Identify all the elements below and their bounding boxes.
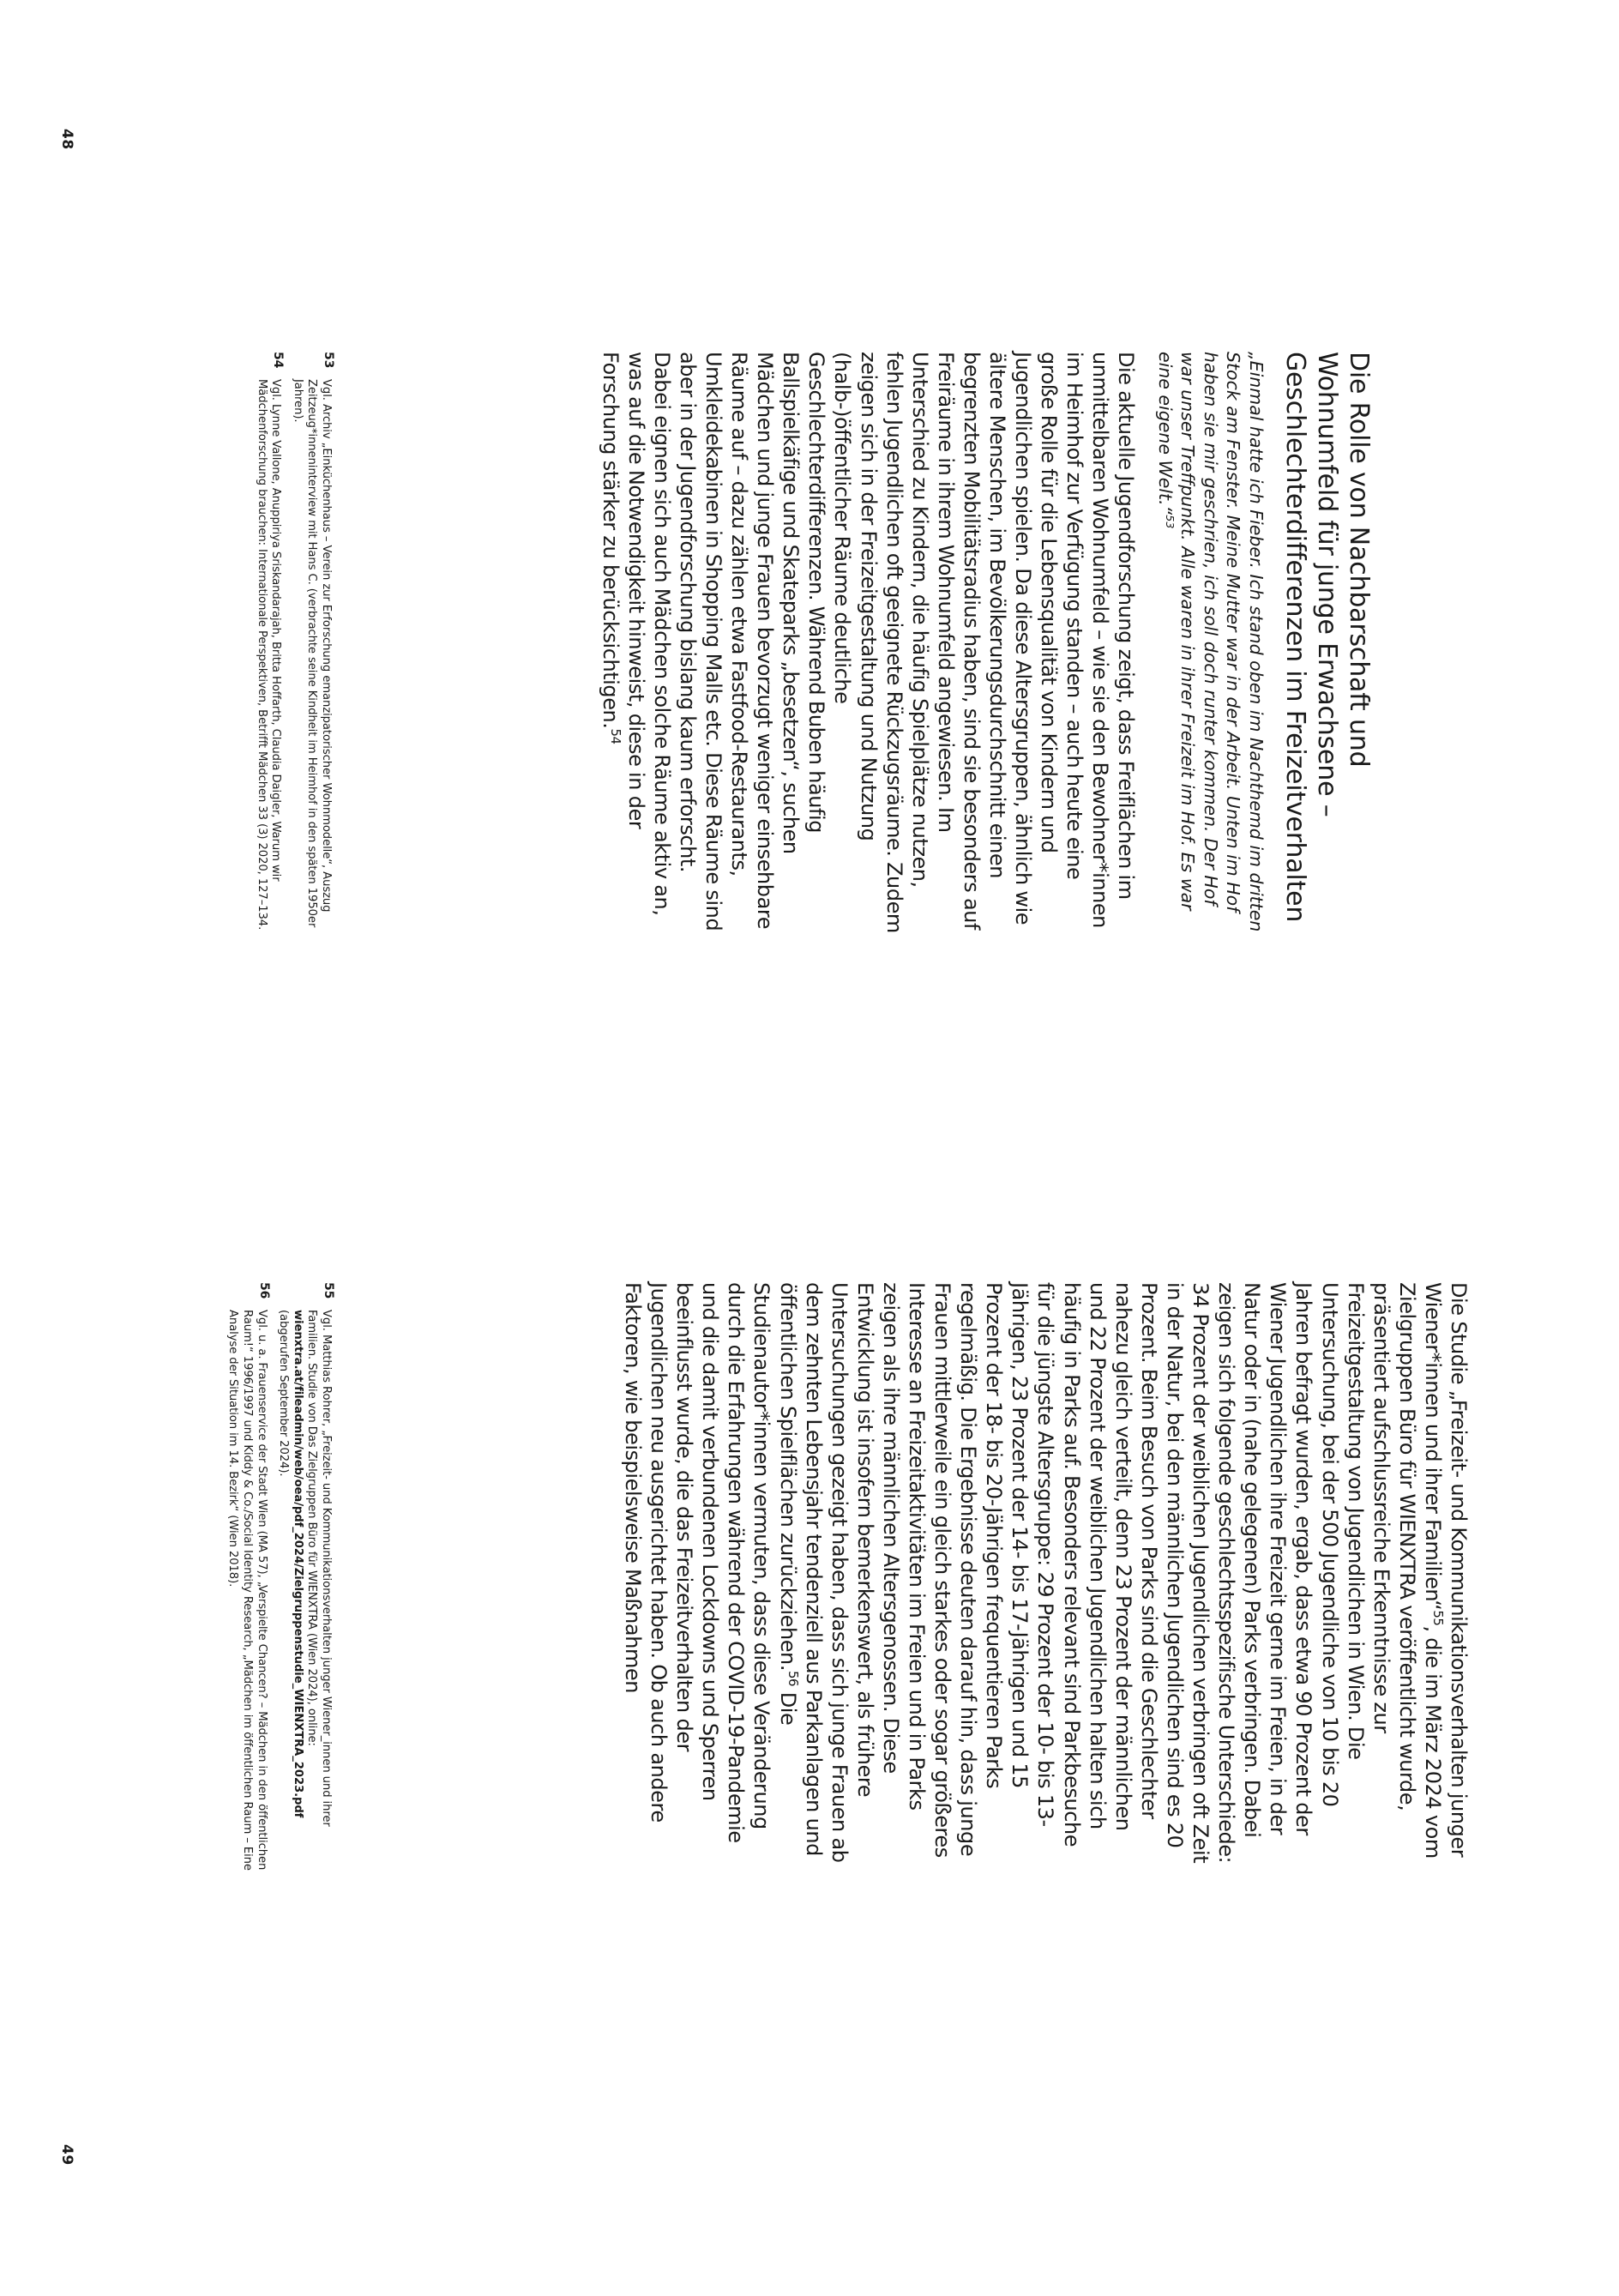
right-paragraph-text-b: , die im März 2024 vom Zielgruppen Büro für WIENXTRA veröffentlicht wurde, präsentiert aufschlussreiche Erkenntnisse zur Freizeitgestaltung von Jugendlichen in Wien. Die Untersuchung, bei der 500 Jugendliche von 10 bis 20 Jahren befragt wurden, ergab, dass etwa 90 Prozent der Wiener Jugendlichen ihre Freizeit gerne im Freien, in der Natur oder in (nahe gelegenen) Parks verbringen. Dabei zeigen sich folgende geschlechtsspezifische Unterschiede: 34 Prozent der weiblichen Jugendlichen verbringen oft Zeit in der Natur, bei den männlichen Jugendlichen sind es 20 Prozent. Beim Besuch von Parks sind die Geschlechter nahezu gleich verteilt, denn 23 Prozent der männlichen und 22 Prozent der weiblichen Jugendlichen halten sich häufig in Parks auf. Besonders relevant sind Parkbesuche für die jüngste Altersgruppe: 29 Prozent der 10- bis 13-Jährigen, 23 Prozent der 14- bis 17-Jährigen und 15 Prozent der 18- bis 20-Jährigen frequentieren Parks regelmäßig. Die Ergebnisse deuten darauf hin, dass junge Frauen mittlerweile ein gleich starkes oder sogar größeres Interesse an Freizeitaktivitäten im Freien und in Parks zeigen als ihre männlichen Altersgenossen. Diese Entwicklung ist insofern bemerkenswert, als frühere Untersuchungen gezeigt haben, dass sich junge Frauen ab dem zehnten Lebensjahr tendenziell aus Parkanlagen und öffentlichen Spielflächen zurückziehen. [775,1282,1445,1864]
footnote-number: 54 [271,352,286,369]
footnote-text: Vgl. Lynne Vallone, Anuppiriya Sriskandarajah, Britta Hoffarth, Claudia Daigler, Warum wir Mädchenforschung brauchen: Internationale Perspektiven, Betrifft Mädchen 33 (3) 2020, 127–134. [255,379,283,931]
footnote-55 [276,1282,333,1874]
footnote-ref-53: 53 [1163,515,1177,529]
footnote-link[interactable]: wienxtra.at/fileadmin/web/oea/pdf_2024/Zielgruppenstudie_WIENXTRA_2023.pdf [291,1310,304,1818]
right-body-paragraph [620,1282,1472,1865]
footnote-text-end: (abgerufen September 2024). [277,1310,291,1477]
page-number-right: 49 [58,2144,75,2166]
right-footnotes [218,1282,333,1874]
interview-quote [1154,352,1268,935]
page-number-left: 48 [58,129,75,150]
footnote-text: Vgl. Matthias Rohrer, „Freizeit- und Kommunikationsverhalten junger Wiener_innen und ihrer Familien. Studie von Das Zielgruppen Büro für WIENXTRA (Wien 2024), online: [305,1310,333,1827]
right-paragraph-text-a: Die Studie „Freizeit- und Kommunikationsverhalten junger Wiener*innen und ihrer Familien“ [1420,1282,1471,1858]
left-body-paragraph [598,352,1140,935]
footnote-56 [226,1282,271,1874]
footnote-ref-55: 55 [1429,1610,1446,1626]
section-heading: Die Rolle von Nachbarschaft und Wohnumfeld für junge Erwachsene – Geschlechterdifferenzen im Freizeitverhalten [1280,352,1374,923]
footnote-text: Vgl. Archiv „Einküchenhaus – Verein zur Erforschung emanzipatorischer Wohnmodelle“, Auszug Zeitzeug*inneninterview mit Hans C. (verbrachte seine Kindheit im Heimhof in den späten 1950er Jahren). [291,379,333,928]
footnote-54 [254,352,286,943]
footnote-number: 55 [322,1282,335,1299]
footnote-number: 56 [256,1282,271,1299]
footnote-text: Vgl. u. a. Frauenservice der Stadt Wien (MA 57), „Verspielte Chancen? – Mädchen in den öffentlichen Raum!“ 1996/1997 und Kiddy & Co./Social Identity Research, „Mädchen im öffentlichen Raum – Eine Analyse der Situation im 14. Bezirk“ (Wien 2018). [226,1310,268,1871]
left-page-column [598,352,1375,935]
footnote-53 [290,352,333,943]
footnote-ref-54: 54 [607,728,623,744]
left-footnotes [246,352,333,943]
footnote-ref-56: 56 [785,1671,801,1687]
right-paragraph-text-c: Die Studienautor*innen vermuten, dass diese Veränderung durch die Erfahrungen während der COVID-19-Pandemie und die damit verbundenen Lockdowns und Sperren beeinflusst wurde, die das Freizeitverhalten der Jugendlichen neu ausgerichtet haben. Ob auch andere Faktoren, wie beispielsweise Maßnahmen [621,1282,800,1843]
quote-text: „Einmal hatte ich Fieber. Ich stand oben im Nachthemd im dritten Stock am Fenster. Meine Mutter war in der Arbeit. Unten im Hof haben sie mir geschrien, ich soll doch runter kommen. Der Hof war unser Treffpunkt. Alle waren in ihrer Freizeit im Hof. Es war eine eigene Welt.“ [1155,352,1267,932]
left-paragraph-text: Die aktuelle Jugendforschung zeigt, dass Freiflächen im unmittelbaren Wohnumfeld – wie sie den Bewohner*innen im Heimhof zur Verfügung standen – auch heute eine große Rolle für die Lebensqualität von Kindern und Jugendlichen spielen. Da diese Altersgruppen, ähnlich wie ältere Menschen, im Bevölkerungsdurchschnitt einen begrenzten Mobilitätsradius haben, sind sie besonders auf Freiräume in ihrem Wohnumfeld angewiesen. Im Unterschied zu Kindern, die häufig Spielplätze nutzen, fehlen Jugendlichen oft geeignete Rückzugsräume. Zudem zeigen sich in der Freizeitgestaltung und Nutzung (halb-)öffentlicher Räume deutliche Geschlechterdifferenzen. Während Buben häufig Ballspielkäfige und Skateparks „besetzen“, suchen Mädchen und junge Frauen bevorzugt weniger einsehbare Räume auf – dazu zählen etwa Fastfood-Restaurants, Umkleidekabinen in Shopping Malls etc. Diese Räume sind aber in der Jugendforschung bislang kaum erforscht. Dabei eignen sich auch Mädchen solche Räume aktiv an, was auf die Notwendigkeit hinweist, diese in der Forschung stärker zu berücksichtigen. [598,352,1139,933]
right-page-column [620,1282,1472,1865]
footnote-number: 53 [322,352,335,369]
